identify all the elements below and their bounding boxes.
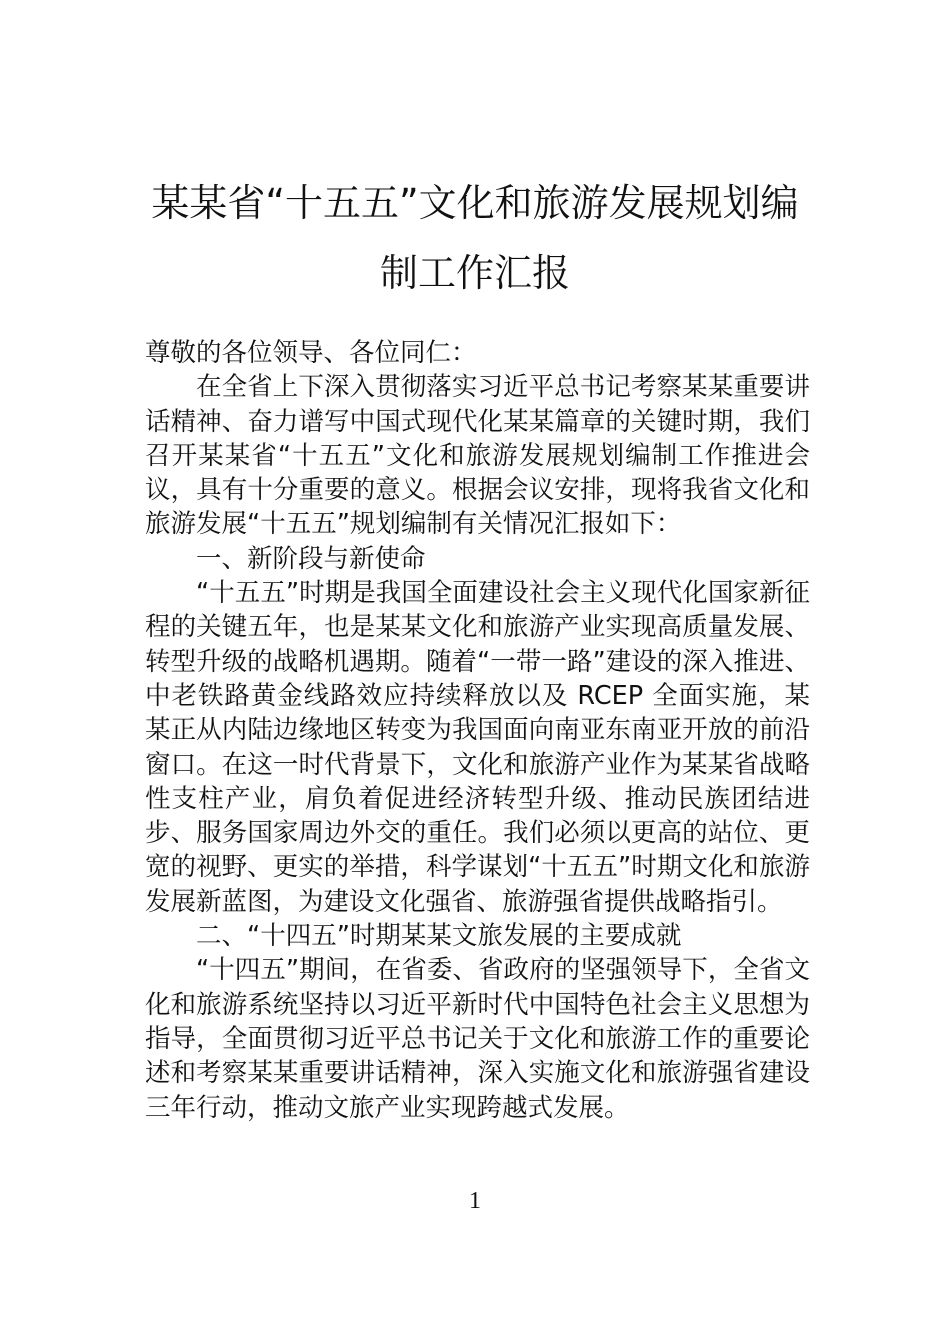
paragraph-achievements: “十四五”期间，在省委、省政府的坚强领导下，全省文化和旅游系统坚持以习近平新时代中国特色社会主义思想为指导，全面贯彻习近平总书记关于文化和旅游工作的重要论述和考察某某重要讲话精神，深入实施文化和旅游强省建设三年行动，推动文旅产业实现跨越式发展。: [145, 955, 810, 1123]
section-heading-1: 一、新阶段与新使命: [196, 543, 426, 574]
document-title-line-2: 制工作汇报: [379, 251, 570, 295]
paragraph-intro: 在全省上下深入贯彻落实习近平总书记考察某某重要讲话精神、奋力谱写中国式现代化某某篇章的关键时期，我们召开某某省“十五五”文化和旅游发展规划编制工作推进会议，具有十分重要的意义。根据会议安排，现将我省文化和旅游发展“十五五”规划编制有关情况汇报如下：: [145, 372, 810, 540]
section-heading-2: 二、“十四五”时期某某文旅发展的主要成就: [196, 921, 682, 952]
salutation: 尊敬的各位领导、各位同仁：: [145, 338, 477, 368]
page-number: 1: [469, 1188, 481, 1214]
document-title-line-1: 某某省“十五五”文化和旅游发展规划编: [151, 181, 799, 225]
document-body: [145, 336, 810, 1125]
paragraph-new-mission: “十五五”时期是我国全面建设社会主义现代化国家新征程的关键五年，也是某某文化和旅游产业实现高质量发展、转型升级的战略机遇期。随着“一带一路”建设的深入推进、中老铁路黄金线路效应持续释放以及 RCEP 全面实施，某某正从内陆边缘地区转变为我国面向南亚东南亚开放的前沿窗口。在这一时代背景下，文化和旅游产业作为某某省战略性支柱产业，肩负着促进经济转型升级、推动民族团结进步、服务国家周边外交的重任。我们必须以更高的站位、更宽的视野、更实的举措，科学谋划“十五五”时期文化和旅游发展新蓝图，为建设文化强省、旅游强省提供战略指引。: [145, 578, 810, 917]
